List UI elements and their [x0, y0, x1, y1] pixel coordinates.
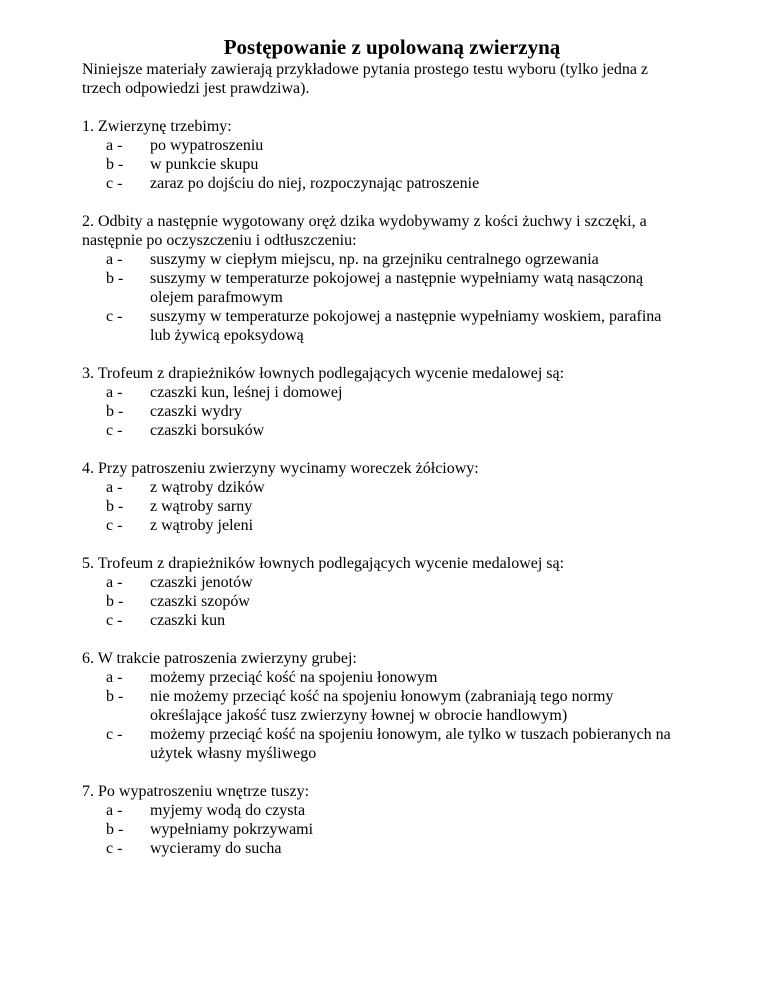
question-7: [82, 782, 682, 858]
document-page: [82, 34, 682, 858]
option-text: czaszki jenotów: [150, 574, 253, 591]
answer-option: [82, 478, 682, 497]
option-label: a -: [106, 251, 123, 268]
option-label: b -: [106, 688, 124, 705]
question-3: [82, 364, 682, 440]
answer-option: [82, 573, 682, 592]
answer-option: [82, 497, 682, 516]
option-text: w punkcie skupu: [150, 156, 259, 173]
option-label: a -: [106, 384, 123, 401]
answer-option: [82, 820, 682, 839]
answer-option: [82, 725, 682, 763]
option-label: a -: [106, 802, 123, 819]
answer-option: [82, 421, 682, 440]
option-text: z wątroby sarny: [150, 498, 253, 515]
option-text: czaszki wydry: [150, 403, 242, 420]
question-stem: 7. Po wypatroszeniu wnętrze tuszy:: [82, 783, 310, 800]
option-text: czaszki szopów: [150, 593, 250, 610]
option-text: suszymy w ciepłym miejscu, np. na grzejniku centralnego ogrzewania: [150, 251, 599, 268]
option-text: nie możemy przeciąć kość na spojeniu łonowym (zabraniają tego normy określające jakość tusz zwierzyny łownej w obrocie handlowym): [150, 688, 614, 724]
question-5: [82, 554, 682, 630]
question-2: [82, 212, 682, 345]
option-text: zaraz po dojściu do niej, rozpoczynając patroszenie: [150, 175, 480, 192]
option-label: b -: [106, 498, 124, 515]
answer-option: [82, 136, 682, 155]
option-label: c -: [106, 517, 123, 534]
option-text: wycieramy do sucha: [150, 840, 282, 857]
answer-option: [82, 516, 682, 535]
answer-option: [82, 307, 682, 345]
option-label: c -: [106, 308, 123, 325]
intro-paragraph: Niniejsze materiały zawierają przykładowe pytania prostego testu wyboru (tylko jedna z trzech odpowiedzi jest prawdziwa).: [82, 61, 649, 97]
answer-option: [82, 839, 682, 858]
answer-option: [82, 174, 682, 193]
document-title: Postępowanie z upolowaną zwierzyną: [223, 35, 561, 59]
option-label: a -: [106, 574, 123, 591]
option-label: a -: [106, 137, 123, 154]
question-6: [82, 649, 682, 763]
option-label: b -: [106, 593, 124, 610]
answer-option: [82, 250, 682, 269]
option-text: z wątroby dzików: [150, 479, 265, 496]
question-stem: 1. Zwierzynę trzebimy:: [82, 118, 232, 135]
answer-option: [82, 611, 682, 630]
option-label: c -: [106, 612, 123, 629]
option-label: b -: [106, 403, 124, 420]
answer-option: [82, 155, 682, 174]
answer-option: [82, 801, 682, 820]
option-label: c -: [106, 175, 123, 192]
option-text: po wypatroszeniu: [150, 137, 264, 154]
option-label: a -: [106, 669, 123, 686]
question-stem: 6. W trakcie patroszenia zwierzyny grubej:: [82, 650, 357, 667]
question-stem: 2. Odbity a następnie wygotowany oręż dzika wydobywamy z kości żuchwy i szczęki, a następnie po oczyszczeniu i odtłuszczeniu:: [82, 213, 647, 249]
option-text: czaszki kun: [150, 612, 226, 629]
option-label: a -: [106, 479, 123, 496]
option-label: c -: [106, 840, 123, 857]
option-label: b -: [106, 156, 124, 173]
option-label: b -: [106, 270, 124, 287]
question-1: [82, 117, 682, 193]
option-text: suszymy w temperaturze pokojowej a następnie wypełniamy woskiem, parafina lub żywicą epoksydową: [150, 308, 662, 344]
answer-option: [82, 592, 682, 611]
option-text: suszymy w temperaturze pokojowej a następnie wypełniamy watą nasączoną olejem parafmowym: [150, 270, 644, 306]
answer-option: [82, 668, 682, 687]
option-text: wypełniamy pokrzywami: [150, 821, 314, 838]
answer-option: [82, 269, 682, 307]
option-text: z wątroby jeleni: [150, 517, 254, 534]
option-label: b -: [106, 821, 124, 838]
option-label: c -: [106, 422, 123, 439]
question-stem: 3. Trofeum z drapieżników łownych podlegających wycenie medalowej są:: [82, 365, 565, 382]
answer-option: [82, 383, 682, 402]
option-text: myjemy wodą do czysta: [150, 802, 306, 819]
option-text: czaszki borsuków: [150, 422, 265, 439]
answer-option: [82, 687, 682, 725]
option-text: możemy przeciąć kość na spojeniu łonowym: [150, 669, 438, 686]
question-stem: 4. Przy patroszeniu zwierzyny wycinamy woreczek żółciowy:: [82, 460, 479, 477]
option-text: możemy przeciąć kość na spojeniu łonowym, ale tylko w tuszach pobieranych na użytek własny myśliwego: [150, 726, 671, 762]
question-4: [82, 459, 682, 535]
option-label: c -: [106, 726, 123, 743]
answer-option: [82, 402, 682, 421]
option-text: czaszki kun, leśnej i domowej: [150, 384, 343, 401]
question-stem: 5. Trofeum z drapieżników łownych podlegających wycenie medalowej są:: [82, 555, 565, 572]
